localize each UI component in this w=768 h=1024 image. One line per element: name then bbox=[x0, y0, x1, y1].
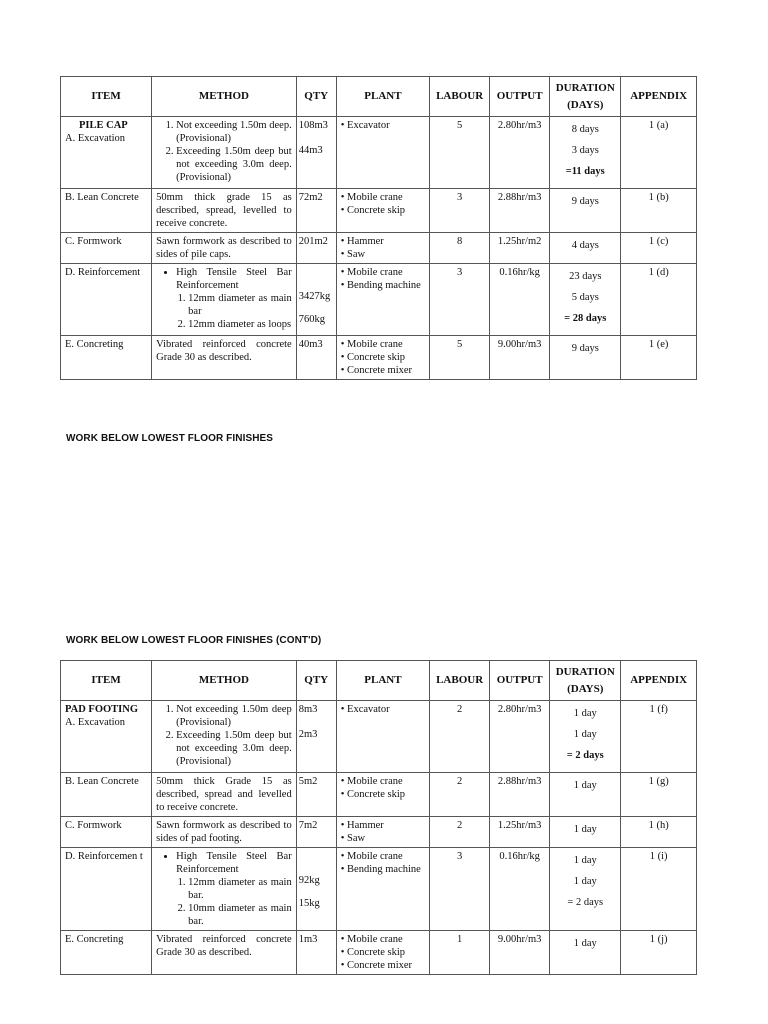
plant-list bbox=[341, 119, 425, 132]
item-cell bbox=[61, 848, 152, 931]
plant-item: • Mobile crane bbox=[341, 266, 425, 279]
qty-value: 3427kg bbox=[298, 291, 331, 302]
duration-cell bbox=[550, 848, 621, 931]
table-row bbox=[61, 817, 697, 848]
item-label: D. Reinforcement bbox=[65, 267, 141, 278]
qty-cell bbox=[296, 336, 336, 380]
method-numbered-list bbox=[156, 119, 292, 184]
duration-cell bbox=[550, 264, 621, 336]
plant-item: • Hammer bbox=[341, 235, 425, 248]
header-qty: QTY bbox=[296, 77, 336, 117]
method-text: Sawn formwork as described to sides of pile caps. bbox=[156, 236, 292, 260]
qty-cell bbox=[296, 189, 336, 233]
labour-cell: 5 bbox=[430, 336, 490, 380]
header-duration bbox=[550, 77, 621, 117]
duration-value: 9 days bbox=[571, 343, 599, 354]
method-item: 2. Exceeding 1.50m deep but not exceeding 3.0m deep. (Provisional) bbox=[176, 145, 292, 184]
plant-item: • Hammer bbox=[341, 819, 425, 832]
table-row bbox=[61, 264, 697, 336]
qty-cell bbox=[296, 233, 336, 264]
plant-item: • Mobile crane bbox=[341, 191, 425, 204]
qty-cell bbox=[296, 117, 336, 189]
output-cell: 9.00hr/m3 bbox=[490, 336, 550, 380]
duration-cell bbox=[550, 233, 621, 264]
plant-cell bbox=[336, 848, 429, 931]
plant-item: • Concrete skip bbox=[341, 351, 425, 364]
header-row bbox=[61, 77, 697, 117]
item-cell bbox=[61, 817, 152, 848]
duration-cell bbox=[550, 189, 621, 233]
duration-value: 9 days bbox=[571, 196, 599, 207]
qty-value: 760kg bbox=[298, 314, 325, 325]
plant-list bbox=[341, 338, 425, 377]
plant-item: • Saw bbox=[341, 248, 425, 261]
qty-value: 1m3 bbox=[298, 934, 318, 945]
duration-value: 5 days bbox=[571, 292, 599, 303]
item-label: B. Lean Concrete bbox=[65, 192, 139, 203]
plant-item: • Excavator bbox=[341, 119, 425, 132]
plant-item: • Mobile crane bbox=[341, 775, 425, 788]
qty-value: 201m2 bbox=[298, 236, 328, 247]
item-cell bbox=[61, 336, 152, 380]
duration-value: 3 days bbox=[571, 145, 599, 156]
method-bullet-list bbox=[156, 266, 292, 292]
qty-cell bbox=[296, 931, 336, 975]
header-row bbox=[61, 661, 697, 701]
qty-cell bbox=[296, 701, 336, 773]
method-cell bbox=[152, 848, 297, 931]
plant-item: • Concrete mixer bbox=[341, 364, 425, 377]
item-cell bbox=[61, 117, 152, 189]
item-cell bbox=[61, 701, 152, 773]
method-bullet-list bbox=[156, 850, 292, 876]
plant-item: • Excavator bbox=[341, 703, 425, 716]
method-item: 1. Not exceeding 1.50m deep (Provisional) bbox=[176, 703, 292, 729]
output-cell: 9.00hr/m3 bbox=[490, 931, 550, 975]
qty-value: 15kg bbox=[298, 898, 320, 909]
item-label: D. Reinforcemen t bbox=[65, 851, 143, 862]
duration-total: = 28 days bbox=[564, 313, 607, 324]
method-cell bbox=[152, 336, 297, 380]
method-bullet: • High Tensile Steel Bar Reinforcement bbox=[176, 266, 292, 292]
plant-cell bbox=[336, 117, 429, 189]
plant-list bbox=[341, 775, 425, 801]
plant-cell bbox=[336, 233, 429, 264]
duration-total: = 2 days bbox=[567, 897, 604, 908]
section-caption-continued: WORK BELOW LOWEST FLOOR FINISHES (CONT'D) bbox=[66, 635, 322, 646]
labour-cell: 2 bbox=[430, 701, 490, 773]
header-appendix: APPENDIX bbox=[621, 77, 697, 117]
header-qty: QTY bbox=[296, 661, 336, 701]
method-numbered-list bbox=[156, 292, 292, 331]
method-item: 1. Not exceeding 1.50m deep. (Provisional) bbox=[176, 119, 292, 145]
output-cell: 0.16hr/kg bbox=[490, 848, 550, 931]
item-label: E. Concreting bbox=[65, 339, 124, 350]
plant-item: • Mobile crane bbox=[341, 338, 425, 351]
item-label: E. Concreting bbox=[65, 934, 124, 945]
duration-value: 1 day bbox=[573, 708, 597, 719]
method-item: 2. 12mm diameter as loops bbox=[188, 318, 292, 331]
item-cell bbox=[61, 264, 152, 336]
appendix-cell: 1 (g) bbox=[621, 773, 697, 817]
method-cell bbox=[152, 773, 297, 817]
table-row bbox=[61, 233, 697, 264]
plant-list bbox=[341, 933, 425, 972]
labour-cell: 5 bbox=[430, 117, 490, 189]
method-cell bbox=[152, 189, 297, 233]
header-duration bbox=[550, 661, 621, 701]
output-cell: 1.25hr/m3 bbox=[490, 817, 550, 848]
header-appendix: APPENDIX bbox=[621, 661, 697, 701]
header-duration-unit: (DAYS) bbox=[567, 98, 604, 111]
item-cell bbox=[61, 931, 152, 975]
duration-cell bbox=[550, 117, 621, 189]
plant-list bbox=[341, 191, 425, 217]
plant-cell bbox=[336, 773, 429, 817]
appendix-cell: 1 (a) bbox=[621, 117, 697, 189]
method-text: Vibrated reinforced concrete Grade 30 as described. bbox=[156, 339, 292, 363]
method-cell bbox=[152, 701, 297, 773]
plant-cell bbox=[336, 701, 429, 773]
schedule-table-pad-footing bbox=[60, 660, 697, 975]
method-numbered-list bbox=[156, 876, 292, 928]
item-label: A. Excavation bbox=[65, 717, 126, 728]
section-title: PILE CAP bbox=[79, 120, 128, 131]
plant-cell bbox=[336, 264, 429, 336]
qty-cell bbox=[296, 848, 336, 931]
header-labour: LABOUR bbox=[430, 661, 490, 701]
header-output: OUTPUT bbox=[490, 661, 550, 701]
labour-cell: 8 bbox=[430, 233, 490, 264]
output-cell: 2.80hr/m3 bbox=[490, 117, 550, 189]
appendix-cell: 1 (e) bbox=[621, 336, 697, 380]
plant-item: • Mobile crane bbox=[341, 850, 425, 863]
duration-cell bbox=[550, 931, 621, 975]
header-method: METHOD bbox=[152, 661, 297, 701]
duration-value: 1 day bbox=[573, 824, 597, 835]
table-row bbox=[61, 773, 697, 817]
method-text: 50mm thick Grade 15 as described, spread and levelled to receive concrete. bbox=[156, 776, 292, 813]
method-cell bbox=[152, 817, 297, 848]
qty-cell bbox=[296, 817, 336, 848]
duration-total: =11 days bbox=[565, 166, 605, 177]
plant-item: • Saw bbox=[341, 832, 425, 845]
labour-cell: 3 bbox=[430, 848, 490, 931]
plant-item: • Concrete skip bbox=[341, 204, 425, 217]
duration-cell bbox=[550, 773, 621, 817]
method-item: 2. 10mm diameter as main bar. bbox=[188, 902, 292, 928]
plant-cell bbox=[336, 931, 429, 975]
duration-value: 1 day bbox=[573, 780, 597, 791]
duration-cell bbox=[550, 336, 621, 380]
duration-cell bbox=[550, 817, 621, 848]
table-row bbox=[61, 189, 697, 233]
output-cell: 2.80hr/m3 bbox=[490, 701, 550, 773]
section-caption: WORK BELOW LOWEST FLOOR FINISHES bbox=[66, 433, 274, 444]
output-cell: 2.88hr/m3 bbox=[490, 189, 550, 233]
method-cell bbox=[152, 117, 297, 189]
item-cell bbox=[61, 233, 152, 264]
method-item: 1. 12mm diameter as main bar. bbox=[188, 876, 292, 902]
output-cell: 2.88hr/m3 bbox=[490, 773, 550, 817]
duration-value: 8 days bbox=[571, 124, 599, 135]
qty-value: 40m3 bbox=[298, 339, 323, 350]
qty-value: 72m2 bbox=[298, 192, 323, 203]
labour-cell: 2 bbox=[430, 773, 490, 817]
header-plant: PLANT bbox=[336, 661, 429, 701]
method-text: 50mm thick grade 15 as described, spread, levelled to receive concrete. bbox=[156, 192, 292, 229]
output-cell: 0.16hr/kg bbox=[490, 264, 550, 336]
plant-list bbox=[341, 850, 425, 876]
plant-item: • Bending machine bbox=[341, 279, 425, 292]
item-label: C. Formwork bbox=[65, 236, 122, 247]
plant-list bbox=[341, 819, 425, 845]
item-label: A. Excavation bbox=[65, 133, 126, 144]
plant-list bbox=[341, 235, 425, 261]
appendix-cell: 1 (c) bbox=[621, 233, 697, 264]
plant-cell bbox=[336, 189, 429, 233]
header-method: METHOD bbox=[152, 77, 297, 117]
item-cell bbox=[61, 189, 152, 233]
method-cell bbox=[152, 264, 297, 336]
table-row bbox=[61, 848, 697, 931]
appendix-cell: 1 (i) bbox=[621, 848, 697, 931]
labour-cell: 1 bbox=[430, 931, 490, 975]
table-row bbox=[61, 931, 697, 975]
header-item: ITEM bbox=[61, 77, 152, 117]
plant-list bbox=[341, 703, 425, 716]
method-item: 1. 12mm diameter as main bar bbox=[188, 292, 292, 318]
qty-cell bbox=[296, 264, 336, 336]
item-cell bbox=[61, 773, 152, 817]
duration-value: 4 days bbox=[571, 240, 599, 251]
qty-value: 5m2 bbox=[298, 776, 318, 787]
item-label: C. Formwork bbox=[65, 820, 122, 831]
plant-cell bbox=[336, 817, 429, 848]
header-item: ITEM bbox=[61, 661, 152, 701]
method-numbered-list bbox=[156, 703, 292, 768]
duration-value: 1 day bbox=[573, 855, 597, 866]
qty-value: 8m3 bbox=[298, 704, 318, 715]
labour-cell: 2 bbox=[430, 817, 490, 848]
qty-value: 92kg bbox=[298, 875, 320, 886]
duration-cell bbox=[550, 701, 621, 773]
item-label: B. Lean Concrete bbox=[65, 776, 139, 787]
duration-total: = 2 days bbox=[566, 750, 604, 761]
appendix-cell: 1 (j) bbox=[621, 931, 697, 975]
qty-value: 44m3 bbox=[298, 145, 323, 156]
method-item: 2. Exceeding 1.50m deep but not exceeding 3.0m deep. (Provisional) bbox=[176, 729, 292, 768]
table-row bbox=[61, 701, 697, 773]
plant-item: • Mobile crane bbox=[341, 933, 425, 946]
qty-value: 7m2 bbox=[298, 820, 318, 831]
plant-item: • Concrete skip bbox=[341, 788, 425, 801]
appendix-cell: 1 (d) bbox=[621, 264, 697, 336]
plant-item: • Concrete skip bbox=[341, 946, 425, 959]
method-text: Sawn formwork as described to sides of pad footing. bbox=[156, 820, 292, 844]
plant-item: • Bending machine bbox=[341, 863, 425, 876]
section-title: PAD FOOTING bbox=[65, 704, 139, 715]
plant-item: • Concrete mixer bbox=[341, 959, 425, 972]
header-labour: LABOUR bbox=[430, 77, 490, 117]
header-duration-unit: (DAYS) bbox=[567, 682, 604, 695]
table-row bbox=[61, 336, 697, 380]
duration-value: 1 day bbox=[573, 938, 597, 949]
plant-cell bbox=[336, 336, 429, 380]
labour-cell: 3 bbox=[430, 189, 490, 233]
appendix-cell: 1 (b) bbox=[621, 189, 697, 233]
qty-value: 2m3 bbox=[298, 729, 318, 740]
header-duration-label: DURATION bbox=[555, 665, 615, 678]
appendix-cell: 1 (h) bbox=[621, 817, 697, 848]
method-cell bbox=[152, 931, 297, 975]
qty-value: 108m3 bbox=[298, 120, 328, 131]
method-cell bbox=[152, 233, 297, 264]
method-text: Vibrated reinforced concrete Grade 30 as described. bbox=[156, 934, 292, 958]
plant-list bbox=[341, 266, 425, 292]
header-output: OUTPUT bbox=[490, 77, 550, 117]
duration-value: 23 days bbox=[569, 271, 602, 282]
appendix-cell: 1 (f) bbox=[621, 701, 697, 773]
output-cell: 1.25hr/m2 bbox=[490, 233, 550, 264]
duration-value: 1 day bbox=[573, 729, 597, 740]
header-plant: PLANT bbox=[336, 77, 429, 117]
schedule-table-pile-cap bbox=[60, 76, 697, 380]
duration-value: 1 day bbox=[573, 876, 597, 887]
labour-cell: 3 bbox=[430, 264, 490, 336]
table-row bbox=[61, 117, 697, 189]
header-duration-label: DURATION bbox=[555, 81, 615, 94]
method-bullet: • High Tensile Steel Bar Reinforcement bbox=[176, 850, 292, 876]
qty-cell bbox=[296, 773, 336, 817]
